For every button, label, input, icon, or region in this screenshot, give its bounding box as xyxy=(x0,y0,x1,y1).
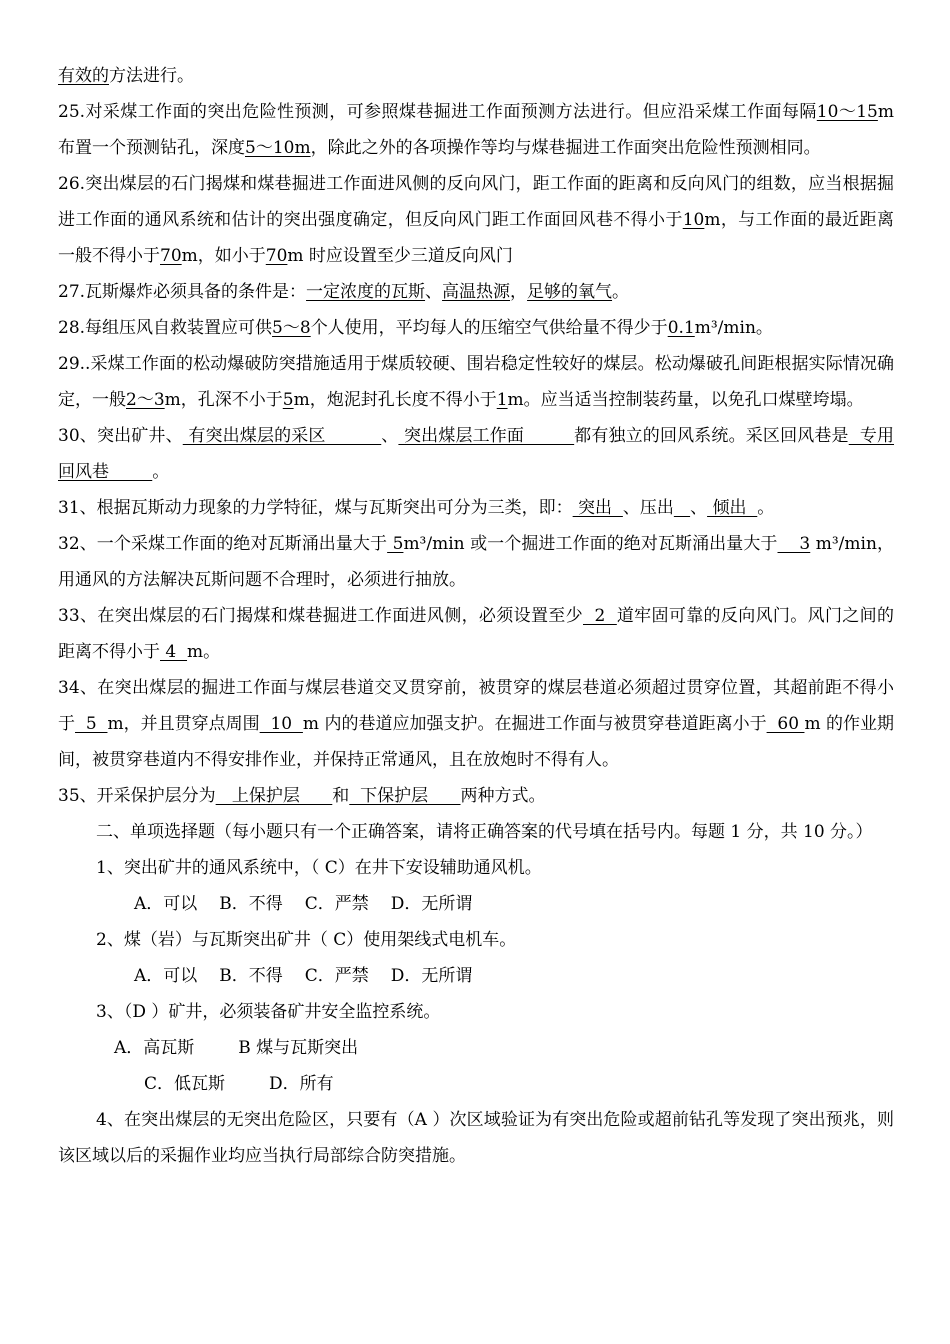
mc-options-3-row1 xyxy=(58,1030,894,1066)
question-27: 27.瓦斯爆炸必须具备的条件是：一定浓度的瓦斯、高温热源，足够的氧气。 xyxy=(58,282,630,302)
mc-options-1 xyxy=(58,886,894,922)
section-heading-single-choice: 二、单项选择题（每小题只有一个正确答案，请将正确答案的代号填在括号内。每题 1 分，共 10 分。） xyxy=(96,822,873,842)
blank-answer: 10 xyxy=(259,714,303,734)
option-b: B 煤与瓦斯突出 xyxy=(238,1038,359,1058)
blank-answer: 倾出 xyxy=(707,498,758,518)
blank-answer: 4 xyxy=(160,642,188,662)
blank-answer: 上保护层 xyxy=(215,786,333,806)
option-a: A．可以 xyxy=(134,894,198,914)
blank-answer: 5 xyxy=(387,534,404,554)
blank-answer: 10～15 xyxy=(816,102,878,122)
option-b: B．不得 xyxy=(219,966,283,986)
question-29: 29..采煤工作面的松动爆破防突措施适用于煤质较硬、围岩稳定性较好的煤层。松动爆破孔间距根据实际情况确定，一般2～3m，孔深不小于5m，炮泥封孔长度不得小于1m。应当适当控制装药量，以免孔口煤壁垮塌。 xyxy=(58,354,894,410)
blank-answer: 2 xyxy=(583,606,617,626)
mc-question-2: 2、煤（岩）与瓦斯突出矿井（ C）使用架线式电机车。 xyxy=(96,930,517,950)
blank-answer: 有效的 xyxy=(58,66,109,86)
q24-tail: 有效的方法进行。 xyxy=(58,66,194,86)
blank-answer: 10 xyxy=(682,210,705,230)
option-a: A．可以 xyxy=(134,966,198,986)
mc-options-2 xyxy=(58,958,894,994)
blank-answer: 突出煤层工作面 xyxy=(398,426,575,446)
mc-question-4: 4、在突出煤层的无突出危险区，只要有（A ）次区域验证为有突出危险或超前钻孔等发现了突出预兆，则该区域以后的采掘作业均应当执行局部综合防突措施。 xyxy=(58,1110,894,1166)
question-25: 25.对采煤工作面的突出危险性预测，可参照煤巷掘进工作面预测方法进行。但应沿采煤工作面每隔10～15m 布置一个预测钻孔，深度5～10m，除此之外的各项操作等均与煤巷掘进工作面突出危险性预测相同。 xyxy=(58,102,894,158)
blank-answer: 3 xyxy=(777,534,811,554)
blank-answer: 高温热源 xyxy=(442,282,511,302)
mc-options-3-row2 xyxy=(58,1066,894,1102)
option-d: D．无所谓 xyxy=(390,894,473,914)
document-page xyxy=(58,58,894,1174)
blank-answer: 一定浓度的瓦斯 xyxy=(306,282,426,302)
option-c: C．严禁 xyxy=(304,894,369,914)
blank-answer xyxy=(674,498,690,518)
blank-answer: 60 xyxy=(766,714,805,734)
question-34: 34、在突出煤层的掘进工作面与煤层巷道交叉贯穿前，被贯穿的煤层巷道必须超过贯穿位置，其超前距不得小于 5 m，并且贯穿点周围 10 m 内的巷道应加强支护。在掘进工作面与被贯穿巷道距离小于 60 m 的作业期间，被贯穿巷道内不得安排作业，并保持正常通风，且在放炮时不得有人。 xyxy=(58,678,895,770)
option-b: B．不得 xyxy=(219,894,283,914)
blank-answer: 突出 xyxy=(572,498,623,518)
question-26: 26.突出煤层的石门揭煤和煤巷掘进工作面进风侧的反向风门，距工作面的距离和反向风门的组数，应当根据掘进工作面的通风系统和估计的突出强度确定，但反向风门距工作面回风巷不得小于10m，与工作面的最近距离一般不得小于70m，如小于70m 时应设置至少三道反向风门 xyxy=(58,174,895,266)
question-32: 32、一个采煤工作面的绝对瓦斯涌出量大于 5m³/min 或一个掘进工作面的绝对瓦斯涌出量大于 3 m³/min，用通风的方法解决瓦斯问题不合理时，必须进行抽放。 xyxy=(58,534,894,590)
blank-answer: 有突出煤层的采区 xyxy=(182,426,382,446)
blank-answer: 70 xyxy=(265,246,288,266)
option-a: A．高瓦斯 xyxy=(114,1038,195,1058)
blank-answer: 0.1 xyxy=(667,318,695,338)
mc-question-3: 3、（D ）矿井，必须装备矿井安全监控系统。 xyxy=(96,1002,441,1022)
blank-answer: 5 xyxy=(282,390,294,410)
blank-answer: 专用回风巷 xyxy=(58,426,895,482)
mc-question-1: 1、突出矿井的通风系统中，（ C）在井下安设辅助通风机。 xyxy=(96,858,542,878)
blank-answer: 足够的氧气 xyxy=(527,282,613,302)
question-33: 33、在突出煤层的石门揭煤和煤巷掘进工作面进风侧，必须设置至少 2 道牢固可靠的反向风门。风门之间的距离不得小于 4 m。 xyxy=(58,606,894,662)
question-31: 31、根据瓦斯动力现象的力学特征，煤与瓦斯突出可分为三类，即： 突出 、压出 、 倾出 。 xyxy=(58,498,775,518)
option-d: D．所有 xyxy=(269,1074,334,1094)
question-30: 30、突出矿井、 有突出煤层的采区 、 突出煤层工作面 都有独立的回风系统。采区回风巷是 专用回风巷 。 xyxy=(58,426,895,482)
question-35: 35、开采保护层分为 上保护层 和 下保护层 两种方式。 xyxy=(58,786,546,806)
option-d: D．无所谓 xyxy=(390,966,473,986)
question-28: 28.每组压风自救装置应可供5～8个人使用，平均每人的压缩空气供给量不得少于0.1m³/min。 xyxy=(58,318,773,338)
blank-answer: 70 xyxy=(160,246,182,266)
option-c: C．低瓦斯 xyxy=(144,1074,226,1094)
blank-answer: 5～10m xyxy=(245,138,311,158)
blank-answer: 1 xyxy=(496,390,508,410)
option-c: C．严禁 xyxy=(304,966,369,986)
blank-answer: 5～8 xyxy=(272,318,311,338)
blank-answer: 下保护层 xyxy=(349,786,461,806)
blank-answer: 2～3 xyxy=(126,390,165,410)
blank-answer: 5 xyxy=(75,714,108,734)
